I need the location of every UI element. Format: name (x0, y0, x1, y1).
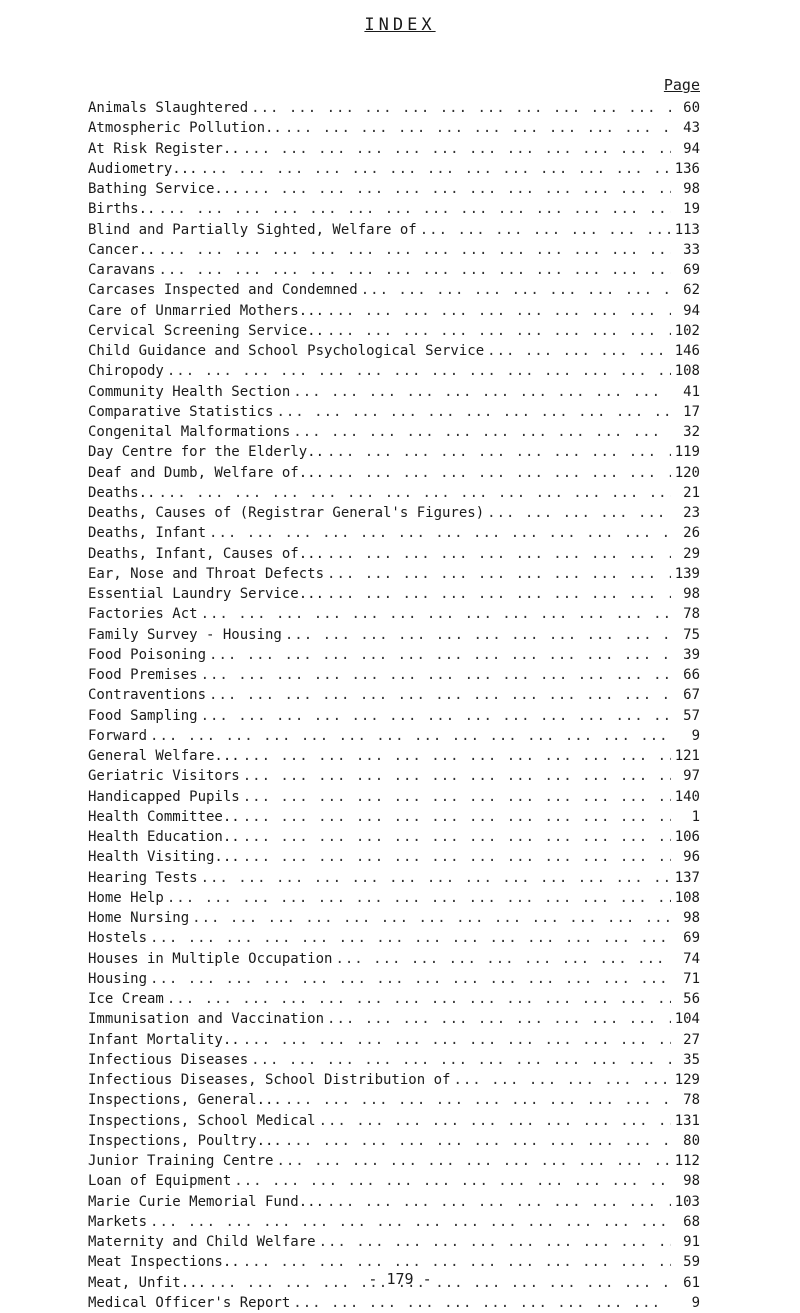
entry-label: Deaths, Infant (88, 525, 207, 542)
entry-page-number: 21 (683, 484, 700, 501)
entry-page-number: 102 (674, 322, 700, 339)
index-entry (88, 908, 700, 928)
entry-label: Blind and Partially Sighted, Welfare of (88, 221, 417, 238)
entry-page-number: 29 (683, 545, 700, 562)
index-entry (88, 827, 700, 847)
index-entry (88, 584, 700, 604)
entry-page-number: 9 (691, 1294, 700, 1311)
entry-page-number: 91 (683, 1234, 700, 1250)
entry-label: Inspections, General... (88, 1092, 282, 1109)
index-entry (88, 1232, 700, 1252)
entry-page-number: 43 (683, 120, 700, 137)
dot-leader (327, 584, 671, 604)
entry-page-number: 78 (683, 606, 700, 623)
entry-label: Meat Inspections.. (88, 1254, 240, 1271)
entry-label: Hostels (88, 930, 148, 947)
index-entry (88, 402, 700, 422)
entry-label: Food Poisoning (88, 646, 207, 663)
entry-page-number: 94 (683, 140, 700, 157)
entry-page-number: 137 (674, 869, 700, 886)
entry-page-number: 9 (691, 727, 700, 744)
entry-page-number: 108 (674, 889, 700, 906)
entry-label: Marie Curie Memorial Fund... (88, 1193, 325, 1210)
index-entry (88, 483, 700, 503)
dot-leader (243, 787, 671, 807)
entry-page-number: 129 (674, 1072, 700, 1088)
dot-leader (335, 949, 671, 969)
entry-label: Essential Laundry Service... (88, 586, 325, 602)
index-entry (88, 1192, 700, 1212)
entry-page-number: 113 (674, 221, 700, 238)
index-entry (88, 98, 700, 118)
entry-label: Geriatric Visitors (88, 768, 240, 785)
entry-page-number: 98 (683, 1173, 700, 1190)
index-entry (88, 1212, 700, 1232)
entry-page-number: 140 (674, 788, 700, 805)
entry-page-number: 112 (674, 1153, 700, 1169)
index-entry (88, 301, 700, 321)
entry-label: Houses in Multiple Occupation (88, 950, 333, 967)
dot-leader (201, 868, 671, 888)
entry-page-number: 108 (674, 363, 700, 380)
dot-leader (327, 1009, 671, 1029)
entry-label: Infant Mortality.. (88, 1031, 240, 1048)
entry-label: Comparative Statistics (88, 403, 274, 420)
index-entry (88, 1009, 700, 1029)
index-entry (88, 928, 700, 948)
entry-page-number: 60 (683, 100, 700, 116)
entry-label: Cervical Screening Service.. (88, 322, 325, 339)
dot-leader (209, 685, 671, 705)
dot-leader (293, 382, 671, 402)
entry-label: Health Education.. (88, 829, 240, 845)
dot-leader (327, 564, 671, 584)
entry-page-number: 71 (683, 970, 700, 987)
entry-label: Day Centre for the Elderly.. (88, 444, 325, 461)
index-entry (88, 949, 700, 969)
index-entry (88, 807, 700, 827)
index-entry (88, 847, 700, 867)
index-entry (88, 564, 700, 584)
entry-page-number: 56 (683, 991, 700, 1007)
entry-page-number: 96 (683, 849, 700, 866)
dot-leader (276, 1151, 671, 1171)
dot-leader (158, 260, 671, 280)
index-entry (88, 1171, 700, 1191)
entry-label: At Risk Register.. (88, 140, 240, 157)
dot-leader (285, 625, 671, 645)
entry-page-number: 27 (683, 1031, 700, 1048)
index-entry (88, 442, 700, 462)
entry-label: Animals Slaughtered (88, 100, 249, 116)
entry-page-number: 121 (674, 748, 700, 764)
page-column-heading: Page (663, 76, 700, 94)
index-entry (88, 1151, 700, 1171)
entry-page-number: 136 (674, 160, 700, 177)
dot-leader (243, 847, 671, 867)
dot-leader (327, 1192, 671, 1212)
entry-page-number: 98 (683, 181, 700, 197)
entry-label: Loan of Equipment (88, 1173, 232, 1190)
dot-leader (453, 1070, 671, 1090)
index-entry (88, 199, 700, 219)
entry-page-number: 1 (691, 808, 700, 825)
entry-page-number: 69 (683, 930, 700, 947)
entry-page-number: 57 (683, 707, 700, 724)
index-entry (88, 969, 700, 989)
entry-page-number: 94 (683, 302, 700, 319)
entry-page-number: 41 (683, 383, 700, 400)
dot-leader (285, 1131, 671, 1151)
page-number: - 179 - (368, 1270, 432, 1288)
entry-label: Caravans (88, 262, 156, 278)
index-entry (88, 240, 700, 260)
entry-page-number: 97 (683, 768, 700, 785)
entry-page-number: 98 (683, 586, 700, 602)
index-list (88, 98, 700, 1313)
entry-page-number: 139 (674, 565, 700, 582)
entry-page-number: 17 (683, 403, 700, 420)
entry-label: General Welfare... (88, 748, 240, 764)
dot-leader (150, 969, 671, 989)
entry-page-number: 131 (674, 1112, 700, 1129)
entry-label: Births.. (88, 201, 156, 218)
entry-page-number: 39 (683, 646, 700, 663)
entry-page-number: 26 (683, 525, 700, 542)
dot-leader (251, 1050, 671, 1070)
entry-label: Infectious Diseases, School Distribution of (88, 1072, 451, 1088)
entry-page-number: 33 (683, 241, 700, 258)
dot-leader (150, 726, 671, 746)
index-entry (88, 665, 700, 685)
entry-label: Cancer.. (88, 241, 156, 258)
index-entry (88, 787, 700, 807)
dot-leader (158, 483, 671, 503)
entry-page-number: 103 (674, 1193, 700, 1210)
index-entry (88, 625, 700, 645)
entry-page-number: 146 (674, 343, 700, 359)
dot-leader (150, 1212, 671, 1232)
index-entry (88, 118, 700, 138)
dot-leader (167, 989, 671, 1009)
entry-label: Bathing Service... (88, 181, 240, 197)
dot-leader (487, 341, 671, 361)
entry-page-number: 59 (683, 1254, 700, 1271)
entry-page-number: 104 (674, 1011, 700, 1028)
dot-leader (243, 179, 671, 199)
entry-label: Inspections, Poultry... (88, 1132, 282, 1149)
entry-label: Food Premises (88, 667, 198, 683)
entry-label: Child Guidance and School Psychological Service (88, 343, 485, 359)
dot-leader (158, 199, 671, 219)
entry-label: Maternity and Child Welfare (88, 1234, 316, 1250)
index-entry (88, 706, 700, 726)
index-entry (88, 382, 700, 402)
index-entry (88, 989, 700, 1009)
entry-label: Deaf and Dumb, Welfare of... (88, 464, 325, 481)
index-entry (88, 321, 700, 341)
index-entry (88, 422, 700, 442)
entry-page-number: 75 (683, 626, 700, 643)
dot-leader (201, 159, 671, 179)
dot-leader (209, 523, 671, 543)
entry-page-number: 74 (683, 950, 700, 967)
entry-label: Handicapped Pupils (88, 788, 240, 805)
dot-leader (243, 766, 671, 786)
index-entry (88, 1090, 700, 1110)
index-entry (88, 726, 700, 746)
entry-page-number: 67 (683, 687, 700, 704)
dot-leader (420, 220, 671, 240)
dot-leader (361, 280, 671, 300)
index-entry (88, 341, 700, 361)
index-entry (88, 868, 700, 888)
entry-label: Home Help (88, 889, 164, 906)
entry-label: Ice Cream (88, 991, 164, 1007)
entry-page-number: 98 (683, 910, 700, 926)
entry-label: Contraventions (88, 687, 207, 704)
index-entry (88, 159, 700, 179)
entry-label: Ear, Nose and Throat Defects (88, 565, 325, 582)
index-entry (88, 645, 700, 665)
entry-label: Medical Officer's Report (88, 1294, 291, 1311)
index-entry (88, 1131, 700, 1151)
entry-label: Carcases Inspected and Condemned (88, 282, 358, 299)
index-entry (88, 463, 700, 483)
dot-leader (293, 1293, 671, 1313)
dot-leader (150, 928, 671, 948)
entry-page-number: 62 (683, 282, 700, 299)
dot-leader (158, 240, 671, 260)
entry-page-number: 61 (683, 1274, 700, 1291)
index-entry (88, 544, 700, 564)
entry-label: Health Committee.. (88, 808, 240, 825)
index-entry (88, 220, 700, 240)
entry-label: Health Visiting... (88, 849, 240, 866)
dot-leader (243, 139, 671, 159)
entry-label: Family Survey - Housing (88, 626, 282, 643)
index-entry (88, 604, 700, 624)
entry-page-number: 106 (674, 829, 700, 845)
dot-leader (201, 706, 671, 726)
dot-leader (327, 442, 671, 462)
dot-leader (285, 1090, 671, 1110)
entry-page-number: 120 (674, 464, 700, 481)
dot-leader (192, 908, 671, 928)
dot-leader (243, 807, 671, 827)
dot-leader (285, 118, 671, 138)
page-title: INDEX (364, 15, 436, 35)
index-entry (88, 685, 700, 705)
dot-leader (234, 1171, 671, 1191)
dot-leader (209, 645, 671, 665)
entry-label: Audiometry... (88, 160, 198, 177)
entry-label: Junior Training Centre (88, 1153, 274, 1169)
entry-page-number: 66 (683, 667, 700, 683)
entry-page-number: 19 (683, 201, 700, 218)
entry-label: Deaths.. (88, 484, 156, 501)
entry-label: Meat, Unfit... (88, 1274, 207, 1291)
index-entry (88, 280, 700, 300)
index-entry (88, 1050, 700, 1070)
dot-leader (167, 888, 671, 908)
index-entry (88, 503, 700, 523)
entry-label: Hearing Tests (88, 869, 198, 886)
dot-leader (243, 746, 671, 766)
entry-label: Care of Unmarried Mothers... (88, 302, 325, 319)
entry-page-number: 119 (674, 444, 700, 461)
entry-page-number: 80 (683, 1132, 700, 1149)
dot-leader (327, 301, 671, 321)
index-entry (88, 766, 700, 786)
entry-label: Chiropody (88, 363, 164, 380)
entry-label: Deaths, Causes of (Registrar General's Figures) (88, 505, 485, 521)
index-entry (88, 179, 700, 199)
entry-page-number: 68 (683, 1213, 700, 1230)
entry-label: Food Sampling (88, 707, 198, 724)
dot-leader (243, 827, 671, 847)
index-entry (88, 523, 700, 543)
dot-leader (319, 1111, 671, 1131)
entry-label: Infectious Diseases (88, 1051, 249, 1068)
entry-label: Community Health Section (88, 383, 291, 400)
index-entry (88, 1293, 700, 1313)
dot-leader (201, 665, 671, 685)
dot-leader (327, 463, 671, 483)
entry-page-number: 23 (683, 505, 700, 521)
dot-leader (327, 544, 671, 564)
index-entry (88, 139, 700, 159)
dot-leader (251, 98, 671, 118)
index-entry (88, 888, 700, 908)
entry-page-number: 78 (683, 1092, 700, 1109)
entry-label: Inspections, School Medical (88, 1112, 316, 1129)
entry-label: Immunisation and Vaccination (88, 1011, 325, 1028)
dot-leader (167, 361, 671, 381)
entry-label: Congenital Malformations (88, 424, 291, 440)
entry-page-number: 32 (683, 424, 700, 440)
entry-label: Factories Act (88, 606, 198, 623)
entry-label: Home Nursing (88, 910, 190, 926)
entry-label: Forward (88, 727, 148, 744)
index-entry (88, 746, 700, 766)
entry-label: Deaths, Infant, Causes of... (88, 545, 325, 562)
dot-leader (319, 1232, 671, 1252)
dot-leader (327, 321, 671, 341)
entry-label: Housing (88, 970, 148, 987)
entry-label: Atmospheric Pollution.. (88, 120, 282, 137)
entry-page-number: 69 (683, 262, 700, 278)
dot-leader (293, 422, 671, 442)
index-entry (88, 361, 700, 381)
dot-leader (201, 604, 671, 624)
index-entry (88, 1070, 700, 1090)
entry-label: Markets (88, 1213, 148, 1230)
dot-leader (243, 1030, 671, 1050)
index-entry (88, 1030, 700, 1050)
dot-leader (276, 402, 671, 422)
dot-leader (487, 503, 671, 523)
index-entry (88, 1111, 700, 1131)
index-entry (88, 260, 700, 280)
entry-page-number: 35 (683, 1051, 700, 1068)
